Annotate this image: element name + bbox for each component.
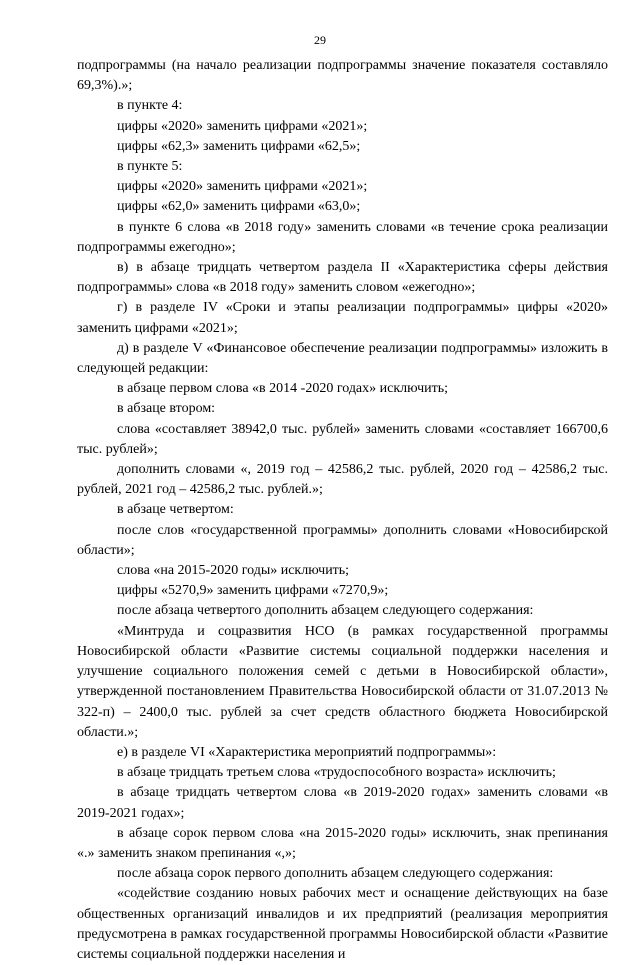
paragraph: дополнить словами «, 2019 год – 42586,2 тыс. рублей, 2020 год – 42586,2 тыс. рублей, 2021 год – 42586,2 тыс. рублей.»; bbox=[77, 462, 608, 498]
paragraph: в абзаце первом слова «в 2014 -2020 годах» исключить; bbox=[117, 381, 448, 397]
paragraph: в пункте 5: bbox=[117, 159, 183, 175]
paragraph: г) в разделе IV «Сроки и этапы реализации подпрограммы» цифры «2020» заменить цифрами «2021»; bbox=[77, 300, 608, 336]
paragraph: слова «составляет 38942,0 тыс. рублей» заменить словами «составляет 166700,6 тыс. рублей»; bbox=[77, 421, 608, 457]
paragraph: цифры «2020» заменить цифрами «2021»; bbox=[117, 179, 368, 195]
paragraph: е) в разделе VI «Характеристика мероприятий подпрограммы»: bbox=[117, 744, 497, 760]
paragraph: слова «на 2015-2020 годы» исключить; bbox=[117, 563, 350, 579]
paragraph: «содействие созданию новых рабочих мест и оснащение действующих на базе общественных организаций инвалидов и их предприятий (реализация мероприятия предусмотрена в рамках государственной программы Новосибирской области «Развитие системы социальной поддержки населения и bbox=[77, 886, 608, 962]
paragraph: в абзаце сорок первом слова «на 2015-2020 годы» исключить, знак препинания «.» заменить знаком препинания «,»; bbox=[77, 825, 608, 861]
paragraph: в абзаце тридцать третьем слова «трудоспособного возраста» исключить; bbox=[117, 765, 556, 781]
paragraph: цифры «2020» заменить цифрами «2021»; bbox=[117, 118, 368, 134]
paragraph: в абзаце втором: bbox=[117, 401, 216, 417]
paragraph: в) в абзаце тридцать четвертом раздела II «Характеристика сферы действия подпрограммы» слова «в 2018 году» заменить словом «ежегодно»; bbox=[77, 260, 608, 296]
paragraph: цифры «62,3» заменить цифрами «62,5»; bbox=[117, 138, 361, 154]
paragraph: подпрограммы (на начало реализации подпрограммы значение показателя составляло 69,3%).»; bbox=[77, 58, 608, 94]
paragraph: цифры «5270,9» заменить цифрами «7270,9»; bbox=[117, 583, 389, 599]
paragraph: цифры «62,0» заменить цифрами «63,0»; bbox=[117, 199, 361, 215]
paragraph: в абзаце тридцать четвертом слова «в 2019-2020 годах» заменить словами «в 2019-2021 годах»; bbox=[77, 785, 608, 821]
paragraph: после слов «государственной программы» дополнить словами «Новосибирской области»; bbox=[77, 522, 608, 558]
paragraph: в пункте 4: bbox=[117, 98, 183, 114]
paragraph: после абзаца сорок первого дополнить абзацем следующего содержания: bbox=[117, 866, 554, 882]
paragraph: в пункте 6 слова «в 2018 году» заменить словами «в течение срока реализации подпрограммы ежегодно»; bbox=[77, 219, 608, 255]
paragraph: д) в разделе V «Финансовое обеспечение реализации подпрограммы» изложить в следующей редакции: bbox=[77, 340, 608, 377]
paragraph: «Минтруда и соцразвития НСО (в рамках государственной программы Новосибирской области «Развитие системы социальной поддержки населения и улучшение социального положения семей с детьми в Новосибирской области», утвержденной постановлением Правительства Новосибирской области от 31.07.2013 № 322-п) – 2400,0 тыс. рублей за счет средств областного бюджета Новосибирской области.»; bbox=[77, 623, 608, 740]
page-number: 29 bbox=[314, 33, 326, 47]
paragraph: в абзаце четвертом: bbox=[117, 502, 234, 518]
paragraph: после абзаца четвертого дополнить абзацем следующего содержания: bbox=[117, 603, 534, 619]
document-body bbox=[77, 56, 608, 965]
